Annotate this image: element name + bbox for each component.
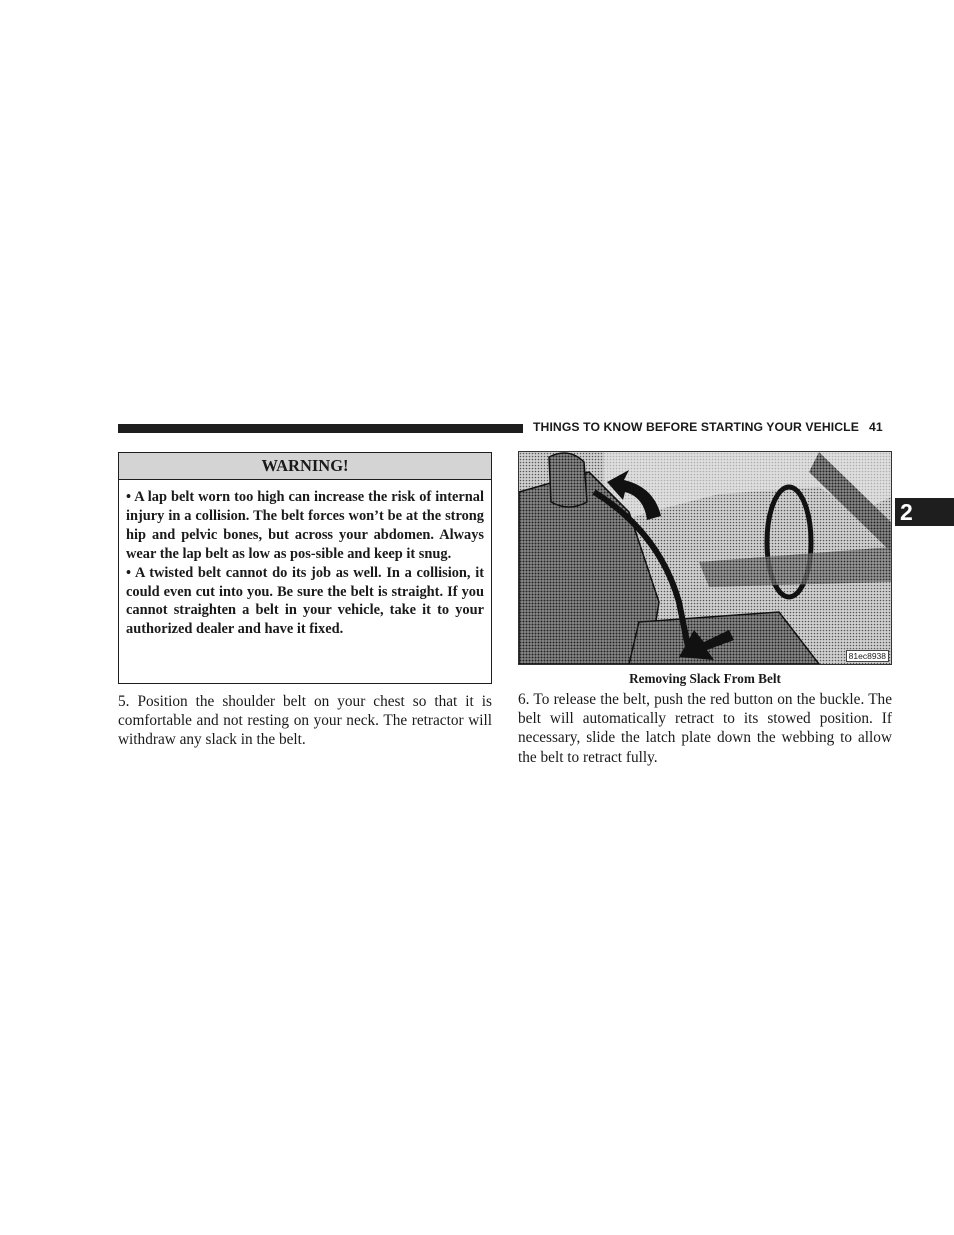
warning-box — [118, 452, 492, 684]
car-interior-drawing — [519, 452, 891, 664]
step-5-paragraph: 5. Position the shoulder belt on your chest so that it is comfortable and not resting on your neck. The retractor will withdraw any slack in the belt. — [118, 693, 492, 749]
page-number: 41 — [868, 420, 883, 434]
warning-title: WARNING! — [119, 453, 491, 480]
running-header — [533, 420, 893, 434]
step-6-paragraph: 6. To release the belt, push the red button on the buckle. The belt will automatically retract to its stowed position. If necessary, slide the latch plate down the webbing to allow the belt to retract fully. — [518, 691, 892, 766]
figure-code: 81ec8938 — [846, 650, 889, 662]
figure-caption: Removing Slack From Belt — [629, 671, 781, 686]
warning-bullet: • A lap belt worn too high can increase the risk of internal injury in a collision. The belt forces won’t be at the strong hip and pelvic bones, but across your abdomen. Always wear the lap belt as low as pos-sible and keep it snug. — [126, 489, 484, 562]
seat-belt-illustration — [518, 451, 892, 665]
section-title: THINGS TO KNOW BEFORE STARTING YOUR VEHICLE — [533, 420, 859, 434]
header-rule — [118, 424, 523, 433]
warning-bullet: • A twisted belt cannot do its job as well. In a collision, it could even cut into you. Be sure the belt is straight. If you cannot straighten a belt in your vehicle, take it to your authorized dealer and have it fixed. — [126, 564, 484, 638]
warning-body — [119, 480, 491, 639]
chapter-tab: 2 — [895, 498, 954, 526]
